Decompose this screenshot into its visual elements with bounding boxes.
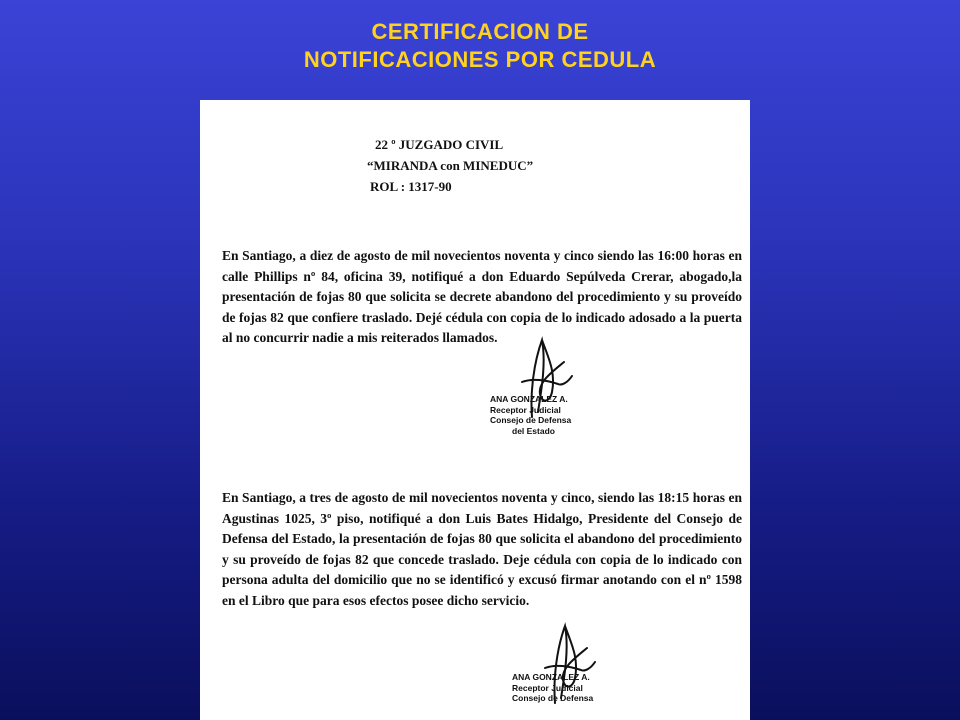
stamp-role: Receptor Judicial — [490, 404, 561, 415]
title-line-1: CERTIFICACION DE — [371, 19, 589, 44]
stamp-office: Consejo de Defensa — [512, 693, 594, 703]
notice-1-text: En Santiago, a diez de agosto de mil novecientos noventa y cinco siendo las 16:00 horas en calle Phillips nº 84, oficina 39, notifiqué a don Eduardo Sepúlveda Crerar, abogado,la presentación de fojas 80 que solicita se decrete abandono del procedimiento y su proveído de fojas 82 que confiere traslado. Dejé cédula con copia de lo indicado adosado a la puerta al no concurrir nadie a mis reiterados llamados. — [222, 248, 742, 346]
document-header — [367, 134, 534, 197]
stamp-office-2: del Estado — [512, 425, 555, 436]
case-name: “MIRANDA con MINEDUC” — [367, 158, 534, 173]
receptor-stamp-1 — [490, 394, 571, 436]
stamp-office: Consejo de Defensa — [490, 415, 572, 425]
stamp-name: ANA GONZALEZ A. — [512, 672, 590, 682]
title-line-2: NOTIFICACIONES POR CEDULA — [303, 47, 657, 72]
court-name: 22 º JUZGADO CIVIL — [375, 137, 504, 152]
stamp-name: ANA GONZALEZ A. — [490, 394, 568, 404]
notice-2-text: En Santiago, a tres de agosto de mil novecientos noventa y cinco, siendo las 18:15 horas en Agustinas 1025, 3º piso, notifiqué a don Luis Bates Hidalgo, Presidente del Consejo de Defensa del Estado, la presentación de fojas 80 que solicita el abandono del procedimiento y su proveído de fojas 82 que concede traslado. Deje cédula con copia de lo indicado con persona adulta del domicilio que no se identificó y excusó firmar anotando con el nº 1598 en el Libro que para esos efectos posee dicho servicio. — [222, 490, 742, 608]
slide-title — [0, 18, 960, 74]
stamp-role: Receptor Judicial — [512, 682, 583, 693]
receptor-stamp-2 — [512, 672, 593, 704]
case-rol: ROL : 1317-90 — [370, 179, 452, 194]
scanned-document — [200, 100, 750, 720]
